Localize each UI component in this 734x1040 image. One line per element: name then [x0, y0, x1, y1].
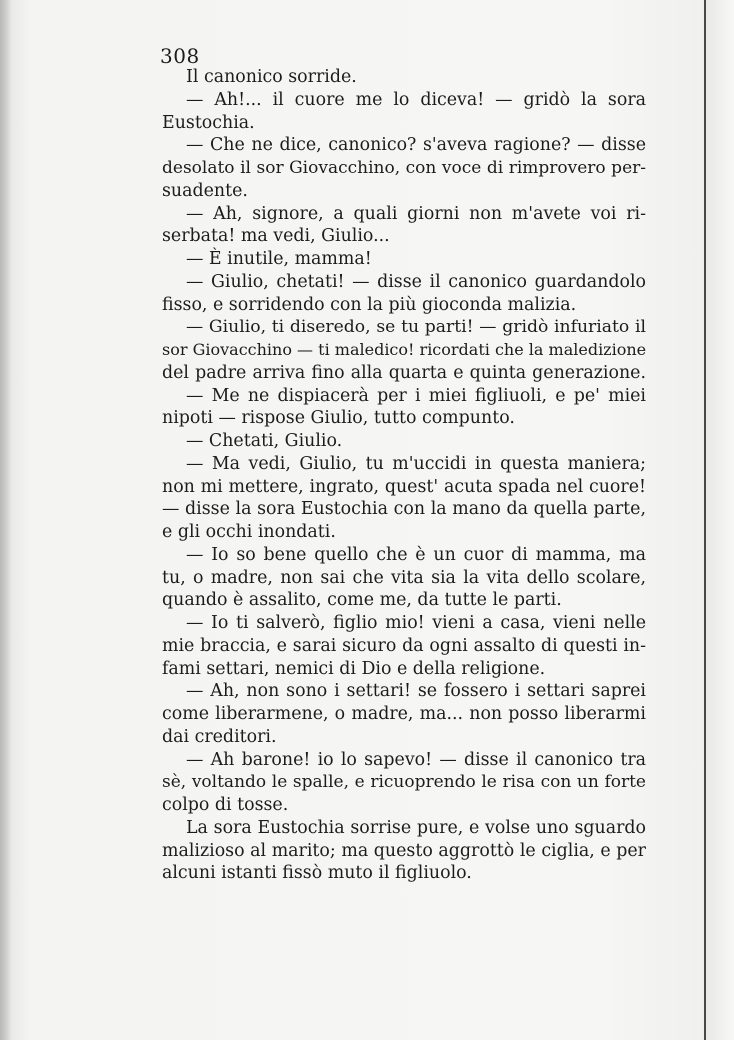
text-line: La sora Eustochia sorrise pure, e volse uno sguardo	[186, 817, 646, 838]
text-line: — Ma vedi, Giulio, tu m'uccidi in questa maniera;	[186, 453, 646, 474]
text-line: colpo di tosse.	[162, 795, 289, 815]
text-line: — È inutile, mamma!	[186, 249, 372, 269]
text-line: — disse la sora Eustochia con la mano da quella parte,	[162, 499, 646, 520]
text-line: — Io so bene quello che è un cuor di mamma, ma	[186, 544, 646, 565]
text-line: malizioso al marito; ma questo aggrottò le ciglia, e per	[162, 840, 646, 861]
text-line: sor Giovacchino — ti maledico! ricordati che la maledizione	[162, 340, 647, 359]
text-line: — Giulio, chetati! — disse il canonico guardandolo	[186, 271, 646, 292]
text-line: nipoti — rispose Giulio, tutto compunto.	[162, 408, 515, 429]
text-line: fisso, e sorridendo con la più gioconda malizia.	[162, 294, 577, 315]
text-line: — Ah barone! io lo sapevo! — disse il canonico tra	[186, 749, 646, 770]
text-line: Il canonico sorride.	[186, 67, 357, 87]
text-line: — Che ne dice, canonico? s'aveva ragione? — disse	[186, 135, 646, 156]
text-line: del padre arriva fino alla quarta e quinta generazione.	[162, 362, 646, 383]
text-line: — Chetati, Giulio.	[186, 431, 343, 451]
text-line: fami settari, nemici di Dio e della religione.	[162, 658, 546, 679]
text-line: — Ah, non sono i settari! se fossero i settari saprei	[186, 681, 646, 702]
text-line: non mi mettere, ingrato, quest' acuta spada nel cuore!	[162, 476, 646, 497]
text-line: — Io ti salverò, figlio mio! vieni a casa, vieni nelle	[186, 613, 646, 633]
page-margin-strip	[706, 0, 734, 1040]
text-line: Eustochia.	[162, 112, 255, 133]
text-line: — Giulio, ti diseredo, se tu parti! — gridò infuriato il	[186, 317, 646, 338]
binding-shadow	[0, 0, 12, 1040]
text-line: — Ah, signore, a quali giorni non m'avete voi ri-	[186, 203, 646, 224]
page-number: 308	[160, 44, 200, 68]
text-line: — Me ne dispiacerà per i miei figliuoli, e pe' miei	[186, 385, 646, 406]
text-line: — Ah!... il cuore me lo diceva! — gridò la sora	[186, 89, 646, 110]
text-line: e gli occhi inondati.	[162, 522, 336, 542]
text-line: sè, voltando le spalle, e ricuoprendo le risa con un forte	[162, 772, 646, 793]
body-text	[162, 66, 646, 885]
text-line: alcuni istanti fissò muto il figliuolo.	[162, 863, 472, 884]
text-line: quando è assalito, come me, da tutte le parti.	[162, 590, 562, 611]
text-line: tu, o madre, non sai che vita sia la vita dello scolare,	[162, 567, 646, 588]
text-line: come liberarmene, o madre, ma... non posso liberarmi	[162, 704, 646, 724]
text-line: dai creditori.	[162, 726, 277, 747]
text-line: serbata! ma vedi, Giulio...	[162, 226, 390, 247]
text-line: mie braccia, e sarai sicuro da ogni assalto di questi in-	[162, 635, 646, 656]
text-line: desolato il sor Giovacchino, con voce di rimprovero per-	[162, 158, 646, 178]
text-line: suadente.	[162, 180, 248, 201]
